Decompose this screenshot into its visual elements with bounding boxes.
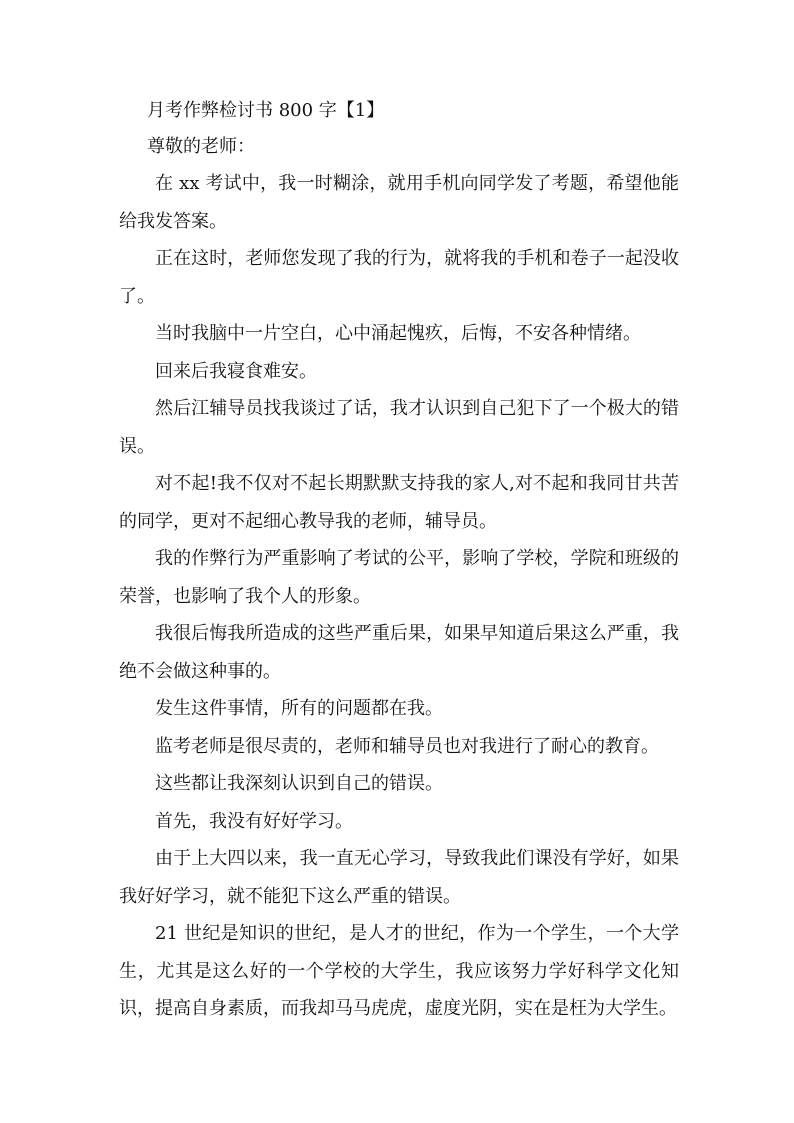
greeting-line: 尊敬的老师： <box>147 136 255 157</box>
paragraph: 在 xx 考试中，我一时糊涂，就用手机向同学发了考题，希望他能给我发答案。 <box>119 173 679 232</box>
paragraph: 我的作弊行为严重影响了考试的公平，影响了学校，学院和班级的荣誉，也影响了我个人的形象。 <box>119 548 679 607</box>
paragraph: 由于上大四以来，我一直无心学习，导致我此们课没有学好，如果我好好学习，就不能犯下这么严重的错误。 <box>119 848 679 907</box>
paragraph: 21 世纪是知识的世纪，是人才的世纪，作为一个学生，一个大学生，尤其是这么好的一个学校的大学生，我应该努力学好科学文化知识，提高自身素质，而我却马马虎虎，虚度光阴，实在是枉为大学生。 <box>119 923 679 1019</box>
paragraph: 首先，我没有好好学习。 <box>155 810 353 832</box>
paragraph: 然后江辅导员找我谈过了话，我才认识到自己犯下了一个极大的错误。 <box>119 398 679 457</box>
paragraph: 当时我脑中一片空白，心中涌起愧疚，后悔，不安各种情绪。 <box>155 323 641 344</box>
paragraph: 发生这件事情，所有的问题都在我。 <box>155 698 443 719</box>
paragraph: 监考老师是很尽责的，老师和辅导员也对我进行了耐心的教育。 <box>155 735 659 757</box>
paragraph: 正在这时，老师您发现了我的行为，就将我的手机和卷子一起没收了。 <box>119 248 679 307</box>
paragraph: 我很后悔我所造成的这些严重后果，如果早知道后果这么严重，我绝不会做这种事的。 <box>119 623 679 682</box>
paragraph: 这些都让我深刻认识到自己的错误。 <box>155 773 443 794</box>
document-title: 月考作弊检讨书 800 字【1】 <box>147 100 385 121</box>
paragraph: 对不起!我不仅对不起长期默默支持我的家人,对不起和我同甘共苦的同学，更对不起细心教导我的老师，辅导员。 <box>119 473 679 532</box>
paragraph: 回来后我寝食难安。 <box>155 360 317 382</box>
document-body <box>119 93 679 1028</box>
